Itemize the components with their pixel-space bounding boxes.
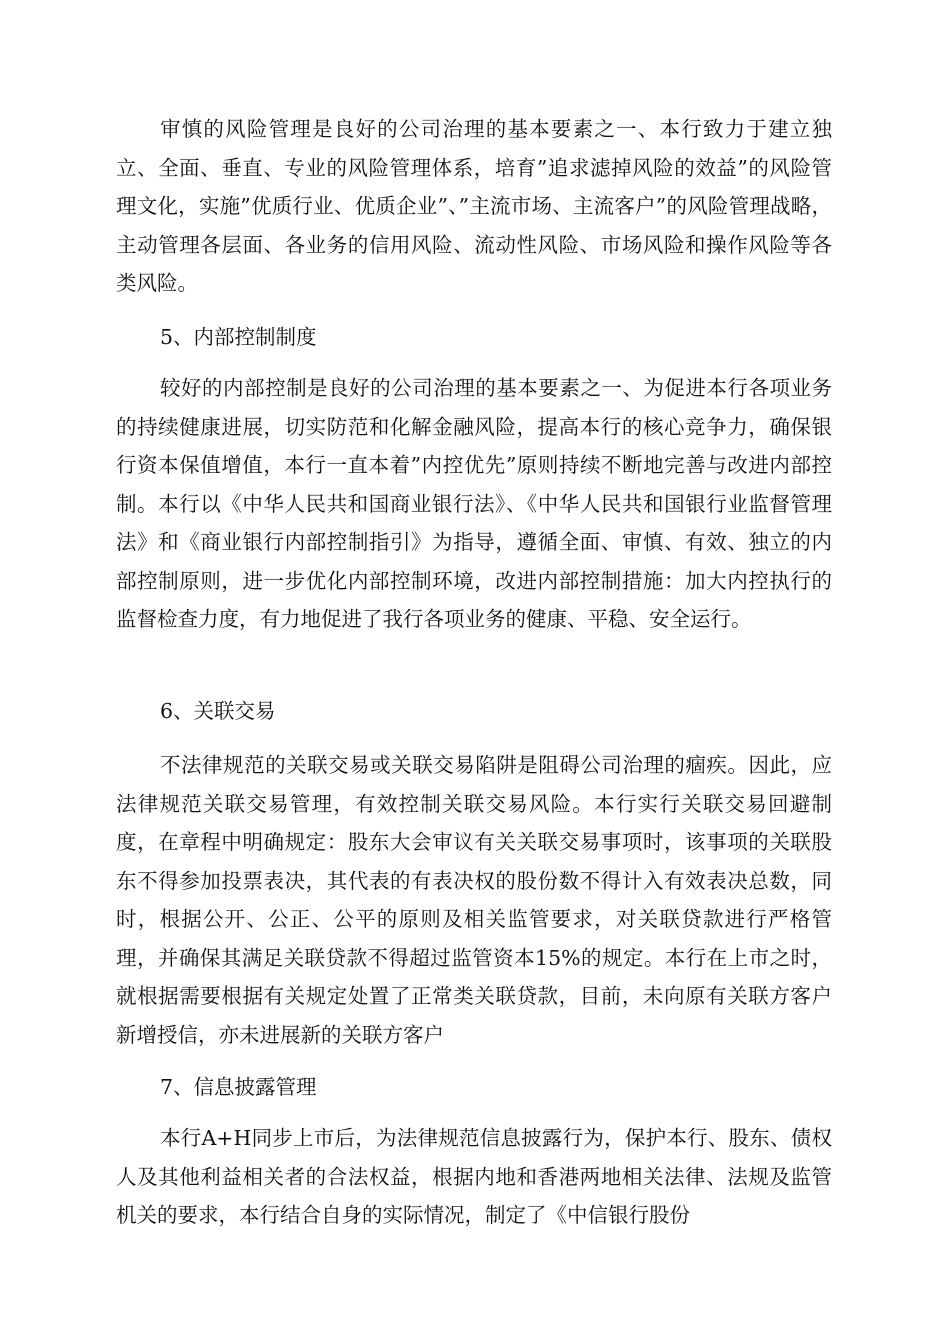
paragraph-information-disclosure: 本行A+H同步上市后，为法律规范信息披露行为，保护本行、股东、债权人及其他利益相关者的合法权益，根据内地和香港两地相关法律、法规及监管机关的要求，本行结合自身的实际情况，制定了《中信银行股份 <box>116 1126 832 1227</box>
section-heading-internal-control: 5、内部控制制度 <box>160 325 317 349</box>
section-heading-information-disclosure: 7、信息披露管理 <box>160 1075 317 1099</box>
paragraph-related-transactions: 不法律规范的关联交易或关联交易陷阱是阻碍公司治理的痼疾。因此，应法律规范关联交易管理，有效控制关联交易风险。本行实行关联交易回避制度，在章程中明确规定：股东大会审议有关关联交易事项时，该事项的关联股东不得参加投票表决，其代表的有表决权的股份数不得计入有效表决总数，同时，根据公开、公正、公平的原则及相关监管要求，对关联贷款进行严格管理，并确保其满足关联贷款不得超过监管资本15%的规定。本行在上市之时，就根据需要根据有关规定处置了正常类关联贷款，目前，未向原有关联方客户新增授信，亦未进展新的关联方客户 <box>116 753 832 1047</box>
section-heading-related-transactions: 6、关联交易 <box>160 699 276 723</box>
paragraph-internal-control: 较好的内部控制是良好的公司治理的基本要素之一、为促进本行各项业务的持续健康进展，切实防范和化解金融风险，提高本行的核心竞争力，确保银行资本保值增值，本行一直本着”内控优先”原则持续不断地完善与改进内部控制。本行以《中华人民共和国商业银行法》、《中华人民共和国银行业监督管理法》和《商业银行内部控制指引》为指导，遵循全面、审慎、有效、独立的内部控制原则，进一步优化内部控制环境，改进内部控制措施：加大内控执行的监督检查力度，有力地促进了我行各项业务的健康、平稳、安全运行。 <box>116 376 832 631</box>
paragraph-risk-management: 审慎的风险管理是良好的公司治理的基本要素之一、本行致力于建立独立、全面、垂直、专业的风险管理体系，培育”追求滤掉风险的效益”的风险管理文化，实施”优质行业、优质企业”、”主流市场、主流客户”的风险管理战略，主动管理各层面、各业务的信用风险、流动性风险、市场风险和操作风险等各类风险。 <box>116 117 832 295</box>
